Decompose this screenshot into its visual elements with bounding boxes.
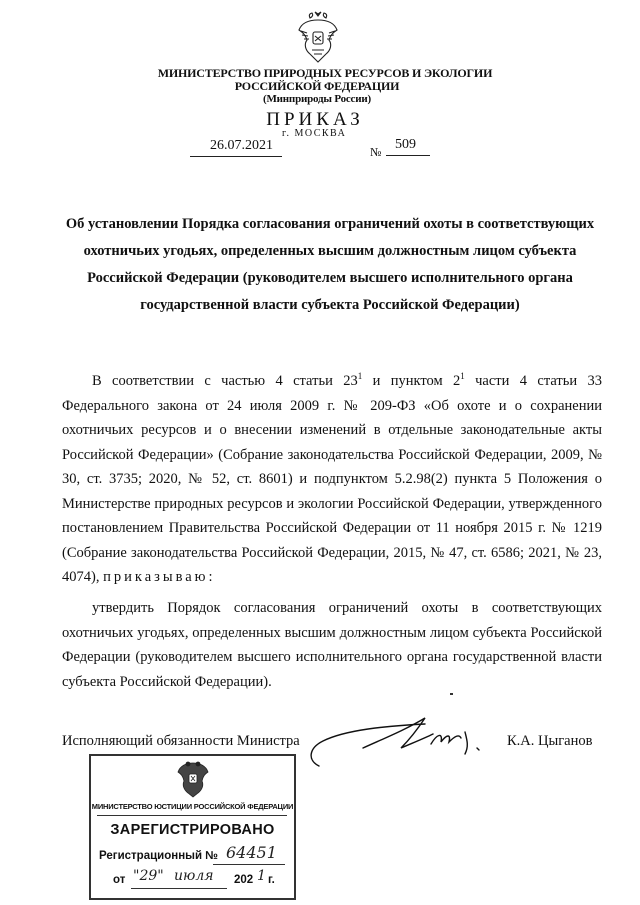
signatory-name: К.А. Цыганов: [507, 733, 593, 749]
stamp-coat-of-arms-icon: [176, 760, 210, 798]
stamp-year-digit: 1: [257, 868, 266, 884]
order-date: 26.07.2021: [210, 138, 273, 153]
stamp-reg-underline: [213, 864, 285, 865]
preamble-text-a: В соответствии с частью 4 статьи 23: [92, 373, 358, 389]
preamble-text-b: и пунктом 2: [362, 373, 461, 389]
stamp-date-underline: [131, 888, 227, 889]
order-number-underline: [386, 155, 430, 156]
order-city: г. МОСКВА: [282, 128, 347, 139]
stamp-year-prefix: 202: [234, 874, 254, 886]
ministry-name-line2: РОССИЙСКОЙ ФЕДЕРАЦИИ: [234, 79, 400, 93]
ink-speck: [450, 693, 453, 695]
stamp-year-suffix: г.: [268, 874, 275, 886]
preamble-paragraph: [62, 369, 602, 590]
order-date-underline: [190, 156, 282, 157]
document-title: Об установлении Порядка согласования ограничений охоты в соответствующих охотничьих угодьях, определенных высшим должностным лицом субъекта Российской Федерации (руководителем высшего исполнительного органа государственной власти субъекта Российской Федерации): [65, 216, 595, 313]
handwritten-signature: [305, 708, 505, 770]
order-title: ПРИКАЗ: [266, 109, 364, 130]
stamp-reg-label: Регистрационный №: [99, 850, 219, 862]
resolution-paragraph: утвердить Порядок согласования ограничений охоты в соответствующих охотничьих угодьях, определенных высшим должностным лицом субъекта Российской Федерации (руководителем высшего исполнительного органа государственной власти субъекта Российской Федерации).: [62, 600, 602, 690]
stamp-status: ЗАРЕГИСТРИРОВАНО: [110, 822, 275, 838]
ministry-name-line1: МИНИСТЕРСТВО ПРИРОДНЫХ РЕСУРСОВ И ЭКОЛОГИИ: [157, 66, 493, 80]
preamble-text-c: части 4 статьи 33 Федерального закона от 24 июля 2009 г. № 209-ФЗ «Об охоте и о сохранении охотничьих ресурсов и о внесении изменений в отдельные законодательные акты Российской Федерации» (Собрание законодательства Российской Федерации, 2009, № 30, ст. 3735; 2020, № 52, ст. 8601) и подпунктом 5.2.98(2) пункта 5 Положения о Министерстве природных ресурсов и экологии Российской Федерации, утвержденного постановлением Правительства Российской Федерации от 11 ноября 2015 г. № 1219 (Собрание законодательства Российской Федерации, 2015, № 47, ст. 6586; 2021, № 23, 4074),: [62, 373, 602, 585]
registration-stamp: [89, 754, 296, 900]
superscript-1: 1: [357, 371, 363, 381]
coat-of-arms-icon: [296, 10, 340, 64]
stamp-date-month: июля: [174, 868, 214, 884]
order-verb: приказываю:: [103, 569, 216, 585]
stamp-reg-number: 64451: [226, 843, 277, 862]
stamp-divider: [97, 815, 287, 816]
order-number: 509: [395, 137, 416, 152]
signatory-title: Исполняющий обязанности Министра: [62, 733, 300, 749]
ministry-short-name: (Минприроды России): [263, 93, 371, 105]
stamp-date-day: "29": [133, 868, 164, 884]
stamp-organization: МИНИСТЕРСТВО ЮСТИЦИИ РОССИЙСКОЙ ФЕДЕРАЦИИ: [91, 802, 294, 811]
stamp-date-from: от: [113, 874, 126, 886]
order-number-sign: №: [370, 145, 382, 159]
superscript-2: 1: [460, 371, 465, 381]
